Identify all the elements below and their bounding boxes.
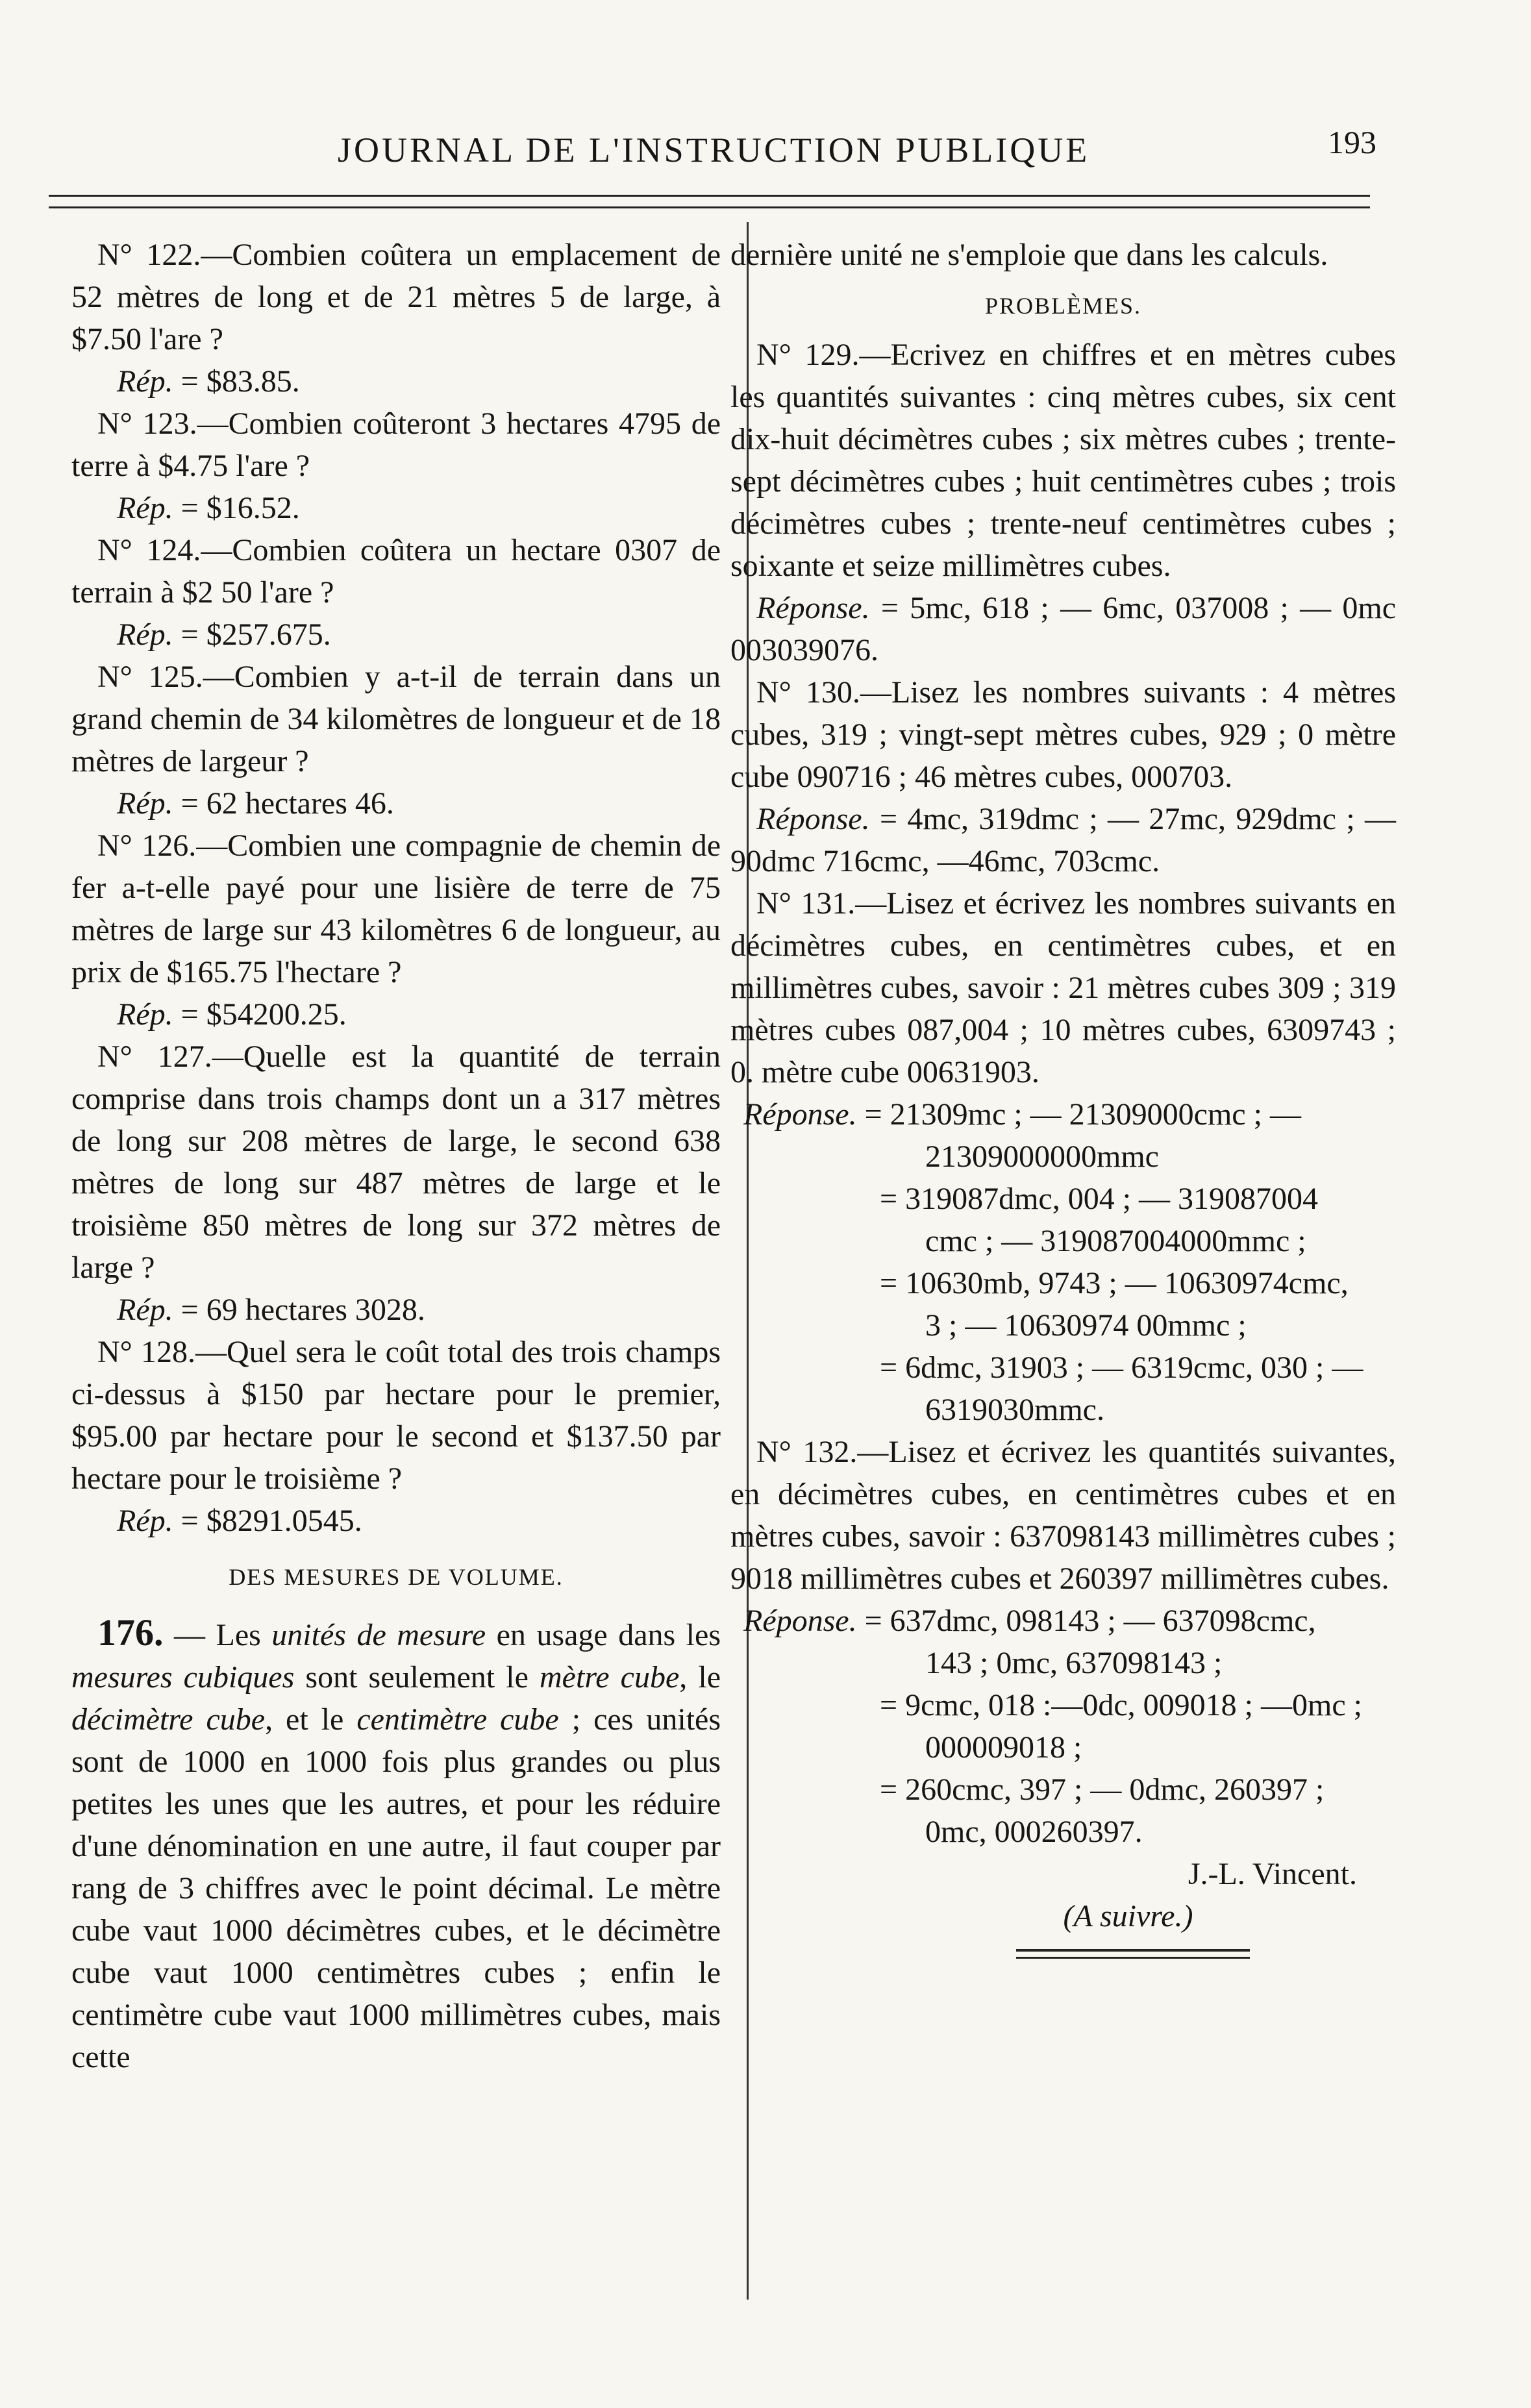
answer-label: Rép. xyxy=(117,786,173,821)
answer-132-line: 0mc, 000260397. xyxy=(925,1815,1143,1849)
problem-123: N° 123.—Combien coûteront 3 hectares 4795 de terre à $4.75 l'are ? xyxy=(71,406,721,483)
answer-122 xyxy=(71,360,721,403)
answer-value: = 21309mc ; — 21309000cmc ; — xyxy=(856,1097,1301,1132)
section-heading: DES MESURES DE VOLUME. xyxy=(229,1564,564,1590)
answer-value: = 5mc, 618 ; — 6mc, 037008 ; — 0mc 003039076. xyxy=(730,591,1396,667)
problem-130: N° 130.—Lisez les nombres suivants : 4 mètres cubes, 319 ; vingt-sept mètres cubes, 929 ; 0 mètre cube 090716 ; 46 mètres cubes, 000703. xyxy=(730,675,1396,794)
problems-heading: PROBLÈMES. xyxy=(984,293,1142,319)
answer-value: = $83.85. xyxy=(173,364,300,399)
answer-label: Rép. xyxy=(117,997,173,1032)
header-rule-top xyxy=(49,195,1370,197)
answer-131-line: 6319030mmc. xyxy=(925,1393,1104,1427)
journal-title: JOURNAL DE L'INSTRUCTION PUBLIQUE xyxy=(338,130,1090,169)
answer-label: Réponse. xyxy=(756,802,870,836)
problem-125: N° 125.—Combien y a-t-il de terrain dans un grand chemin de 34 kilomètres de longueur et de 18 mètres de largeur ? xyxy=(71,660,721,778)
article-text: sont seulement le xyxy=(294,1660,540,1694)
answer-label: Rép. xyxy=(117,364,173,399)
answer-label: Réponse. xyxy=(743,1604,857,1638)
end-rule xyxy=(1016,1949,1250,1952)
problem-127: N° 127.—Quelle est la quantité de terrain comprise dans trois champs dont un a 317 mètres de long sur 208 mètres de large, le second 638 mètres de long sur 487 mètres de large et le troisième 850 mètres de long sur 372 mètres de large ? xyxy=(71,1039,721,1285)
answer-label: Rép. xyxy=(117,617,173,652)
problem-122: N° 122.—Combien coûtera un emplacement de 52 mètres de long et de 21 mètres 5 de large, à $7.50 l'are ? xyxy=(71,238,721,356)
answer-label: Réponse. xyxy=(756,591,870,625)
answer-132-line xyxy=(730,1600,1396,1642)
problem-126: N° 126.—Combien une compagnie de chemin de fer a-t-elle payé pour une lisière de terre de 75 mètres de large sur 43 kilomètres 6 de longueur, au prix de $165.75 l'hectare ? xyxy=(71,828,721,989)
answer-value: = $54200.25. xyxy=(173,997,347,1032)
article-emphasis: centimètre cube xyxy=(356,1702,559,1737)
answer-132 xyxy=(730,1600,1396,1853)
article-emphasis: unités de mesure xyxy=(271,1618,486,1652)
article-emphasis: mesures cubiques xyxy=(71,1660,295,1694)
answer-131-line: 3 ; — 10630974 00mmc ; xyxy=(925,1308,1247,1343)
article-number: 176. xyxy=(97,1611,164,1654)
problem-128: N° 128.—Quel sera le coût total des trois champs ci-dessus à $150 par hectare pour le premier, $95.00 par hectare pour le second et $137.50 par hectare pour le troisième ? xyxy=(71,1335,721,1496)
problem-124: N° 124.—Combien coûtera un hectare 0307 de terrain à $2 50 l'are ? xyxy=(71,533,721,610)
article-emphasis: décimètre cube xyxy=(71,1702,266,1737)
answer-131-line: 21309000000mmc xyxy=(925,1139,1159,1174)
answer-128 xyxy=(71,1500,721,1542)
article-text: , le xyxy=(679,1660,721,1694)
answer-label: Réponse. xyxy=(743,1097,857,1132)
author-signature: J.-L. Vincent. xyxy=(1188,1857,1357,1891)
article-emphasis: mètre cube xyxy=(540,1660,680,1694)
answer-value: = $16.52. xyxy=(173,491,300,525)
answer-130 xyxy=(730,798,1396,882)
answer-label: Rép. xyxy=(117,1504,173,1538)
header-rule-bottom xyxy=(49,206,1370,208)
article-text: ; ces unités sont de 1000 en 1000 fois plus grandes ou plus petites les unes que les autres, et pour les réduire d'une dénomination en une autre, il faut couper par rang de 3 chiffres avec le point décimal. Le mètre cube vaut 1000 décimètres cubes, et le décimètre cube vaut 1000 centimètres cubes ; enfin le centimètre cube vaut 1000 millimètres cubes, mais cette xyxy=(71,1702,721,2074)
answer-value: = $8291.0545. xyxy=(173,1504,362,1538)
article-text: , et le xyxy=(265,1702,357,1737)
answer-125 xyxy=(71,782,721,825)
answer-131-line: = 10630mb, 9743 ; — 10630974cmc, xyxy=(880,1266,1349,1300)
answer-131-line xyxy=(730,1093,1396,1136)
left-column xyxy=(71,234,721,2078)
article-text: en usage dans les xyxy=(486,1618,721,1652)
answer-131-line: = 6dmc, 31903 ; — 6319cmc, 030 ; — xyxy=(880,1350,1363,1385)
answer-132-line: 000009018 ; xyxy=(925,1730,1082,1765)
running-header xyxy=(71,123,1402,182)
page-number: 193 xyxy=(1328,124,1376,160)
answer-value: = 69 hectares 3028. xyxy=(173,1293,425,1327)
answer-131-line: = 319087dmc, 004 ; — 319087004 xyxy=(880,1182,1319,1216)
problem-129: N° 129.—Ecrivez en chiffres et en mètres cubes les quantités suivantes : cinq mètres cubes, six cent dix-huit décimètres cubes ; six mètres cubes ; trente-sept décimètres cubes ; huit centimètres cubes ; trois décimètres cubes ; trente-neuf centimètres cubes ; soixante et seize millimètres cubes. xyxy=(730,338,1396,583)
to-be-continued: (A suivre.) xyxy=(1063,1899,1193,1933)
article-text: — Les xyxy=(163,1618,272,1652)
answer-value: = 62 hectares 46. xyxy=(173,786,394,821)
answer-127 xyxy=(71,1289,721,1331)
answer-129 xyxy=(730,587,1396,671)
article-continuation: dernière unité ne s'emploie que dans les calculs. xyxy=(730,238,1328,272)
answer-label: Rép. xyxy=(117,491,173,525)
right-column xyxy=(730,234,1396,1959)
answer-123 xyxy=(71,487,721,529)
problem-132: N° 132.—Lisez et écrivez les quantités suivantes, en décimètres cubes, en centimètres cubes et en mètres cubes, savoir : 637098143 millimètres cubes ; 9018 millimètres cubes et 260397 millimètres cubes. xyxy=(730,1435,1396,1596)
answer-132-line: = 260cmc, 397 ; — 0dmc, 260397 ; xyxy=(880,1772,1325,1807)
answer-value: = $257.675. xyxy=(173,617,331,652)
answer-126 xyxy=(71,993,721,1036)
problem-131: N° 131.—Lisez et écrivez les nombres suivants en décimètres cubes, en centimètres cubes, et en millimètres cubes, savoir : 21 mètres cubes 309 ; 319 mètres cubes 087,004 ; 10 mètres cubes, 6309743 ; 0. mètre cube 00631903. xyxy=(730,886,1396,1089)
answer-131 xyxy=(730,1093,1396,1431)
answer-label: Rép. xyxy=(117,1293,173,1327)
answer-131-line: cmc ; — 319087004000mmc ; xyxy=(925,1224,1306,1258)
article-176 xyxy=(71,1611,721,2078)
answer-value: = 4mc, 319dmc ; — 27mc, 929dmc ; —90dmc 716cmc, —46mc, 703cmc. xyxy=(730,802,1396,878)
answer-124 xyxy=(71,614,721,656)
end-rule xyxy=(1016,1957,1250,1959)
answer-132-line: 143 ; 0mc, 637098143 ; xyxy=(925,1646,1223,1680)
answer-132-line: = 9cmc, 018 :—0dc, 009018 ; —0mc ; xyxy=(880,1688,1362,1722)
answer-value: = 637dmc, 098143 ; — 637098cmc, xyxy=(856,1604,1316,1638)
